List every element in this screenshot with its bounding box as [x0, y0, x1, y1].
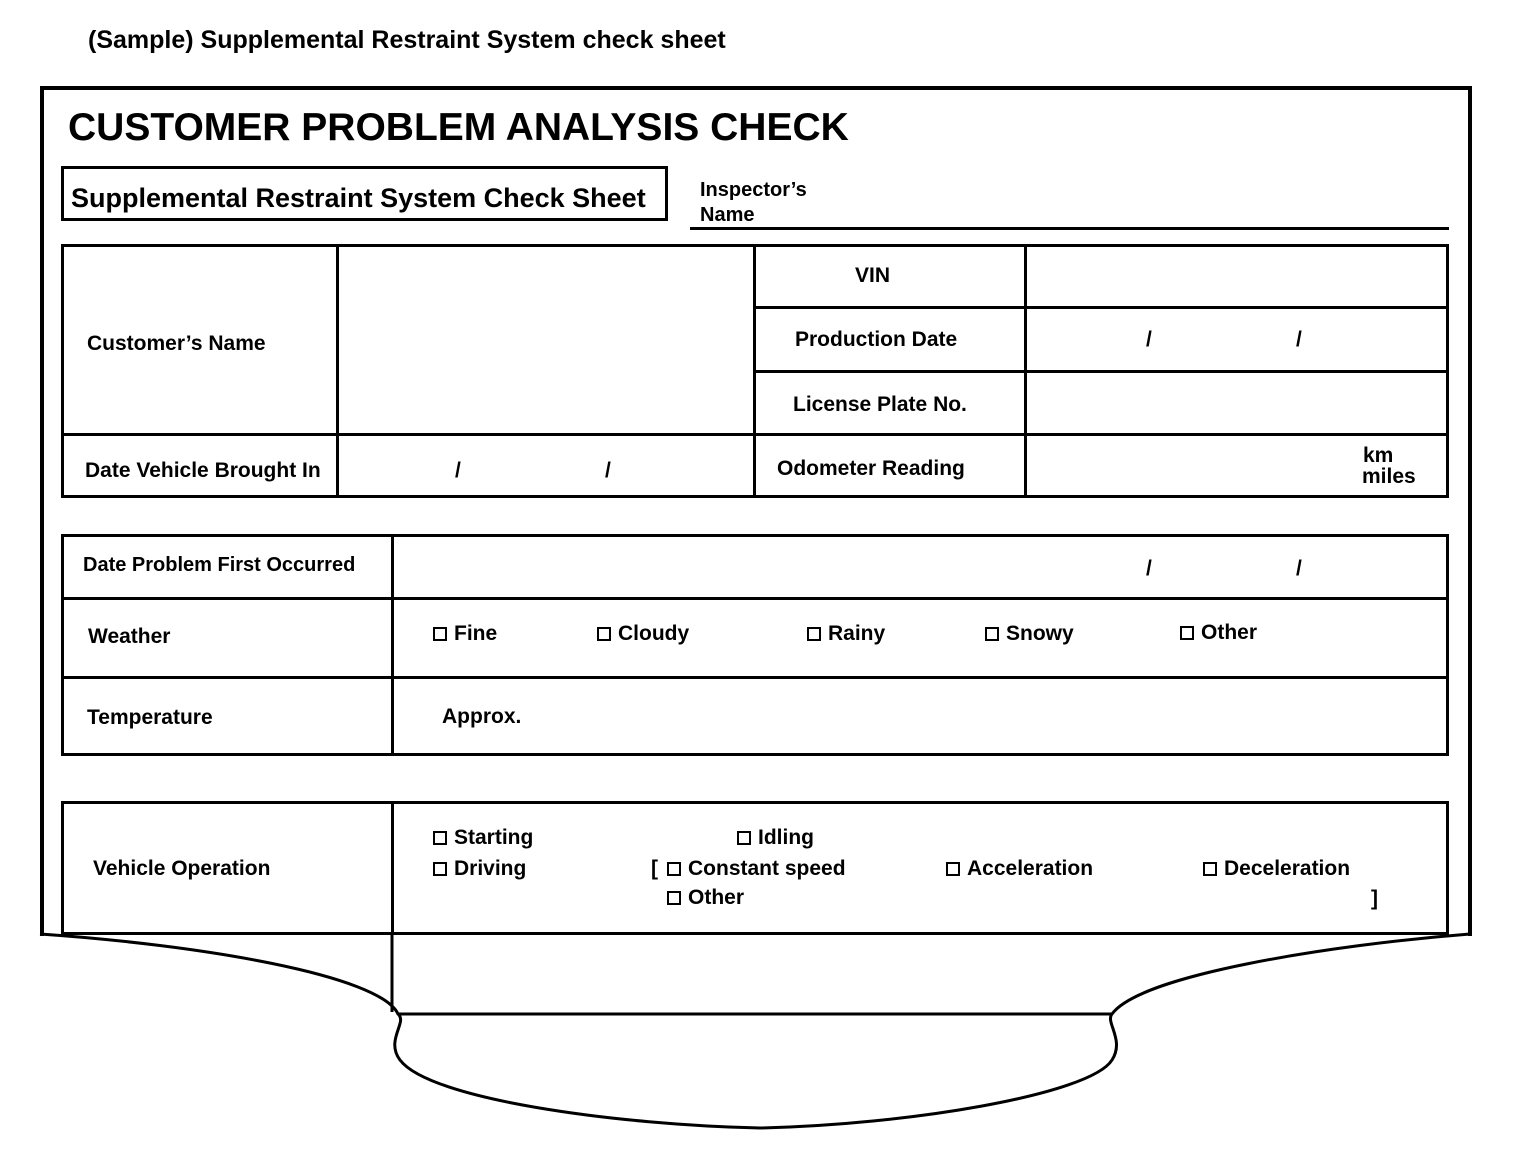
odometer-label: Odometer Reading	[777, 457, 965, 480]
form-heading: CUSTOMER PROBLEM ANALYSIS CHECK	[68, 106, 849, 149]
inspector-label-line1: Inspector’s	[700, 179, 807, 201]
weather-option-label: Rainy	[828, 622, 886, 645]
weather-option-label: Snowy	[1006, 622, 1074, 645]
odometer-unit-km: km	[1363, 444, 1394, 467]
license-plate-label: License Plate No.	[793, 393, 967, 416]
operation-option-label: Idling	[758, 826, 814, 849]
production-date-slash-2: /	[1296, 328, 1302, 351]
operation-option-label: Constant speed	[688, 857, 846, 880]
weather-option-label: Other	[1201, 621, 1258, 644]
production-date-label: Production Date	[795, 328, 958, 351]
weather-option-label: Fine	[454, 622, 498, 645]
check-sheet-subtitle: Supplemental Restraint System Check Sheet	[71, 183, 646, 213]
date-first-occurred-slash-1: /	[1146, 557, 1152, 580]
sample-caption: (Sample) Supplemental Restraint System check sheet	[88, 26, 726, 54]
driving-open-bracket: [	[651, 857, 658, 880]
vin-label: VIN	[855, 264, 891, 287]
date-brought-in-slash-1: /	[455, 459, 461, 482]
operation-option-label: Driving	[454, 857, 527, 880]
production-date-slash-1: /	[1146, 328, 1152, 351]
date-brought-in-label: Date Vehicle Brought In	[85, 459, 321, 482]
inspector-label-line2: Name	[700, 204, 755, 226]
weather-label: Weather	[88, 625, 171, 648]
date-brought-in-slash-2: /	[605, 459, 611, 482]
temperature-approx: Approx.	[442, 705, 522, 728]
operation-option-label: Deceleration	[1224, 857, 1351, 880]
weather-option-label: Cloudy	[618, 622, 690, 645]
continuation-torn-edge	[40, 934, 1470, 1128]
date-first-occurred-slash-2: /	[1296, 557, 1302, 580]
temperature-label: Temperature	[87, 706, 213, 729]
driving-close-bracket: ]	[1371, 887, 1378, 910]
date-first-occurred-label: Date Problem First Occurred	[83, 554, 356, 576]
odometer-unit-miles: miles	[1362, 465, 1416, 488]
customer-name-label: Customer’s Name	[87, 332, 266, 355]
operation-option-label: Starting	[454, 826, 534, 849]
vehicle-operation-label: Vehicle Operation	[93, 857, 271, 880]
operation-option-label: Other	[688, 886, 745, 909]
operation-option-label: Acceleration	[967, 857, 1094, 880]
